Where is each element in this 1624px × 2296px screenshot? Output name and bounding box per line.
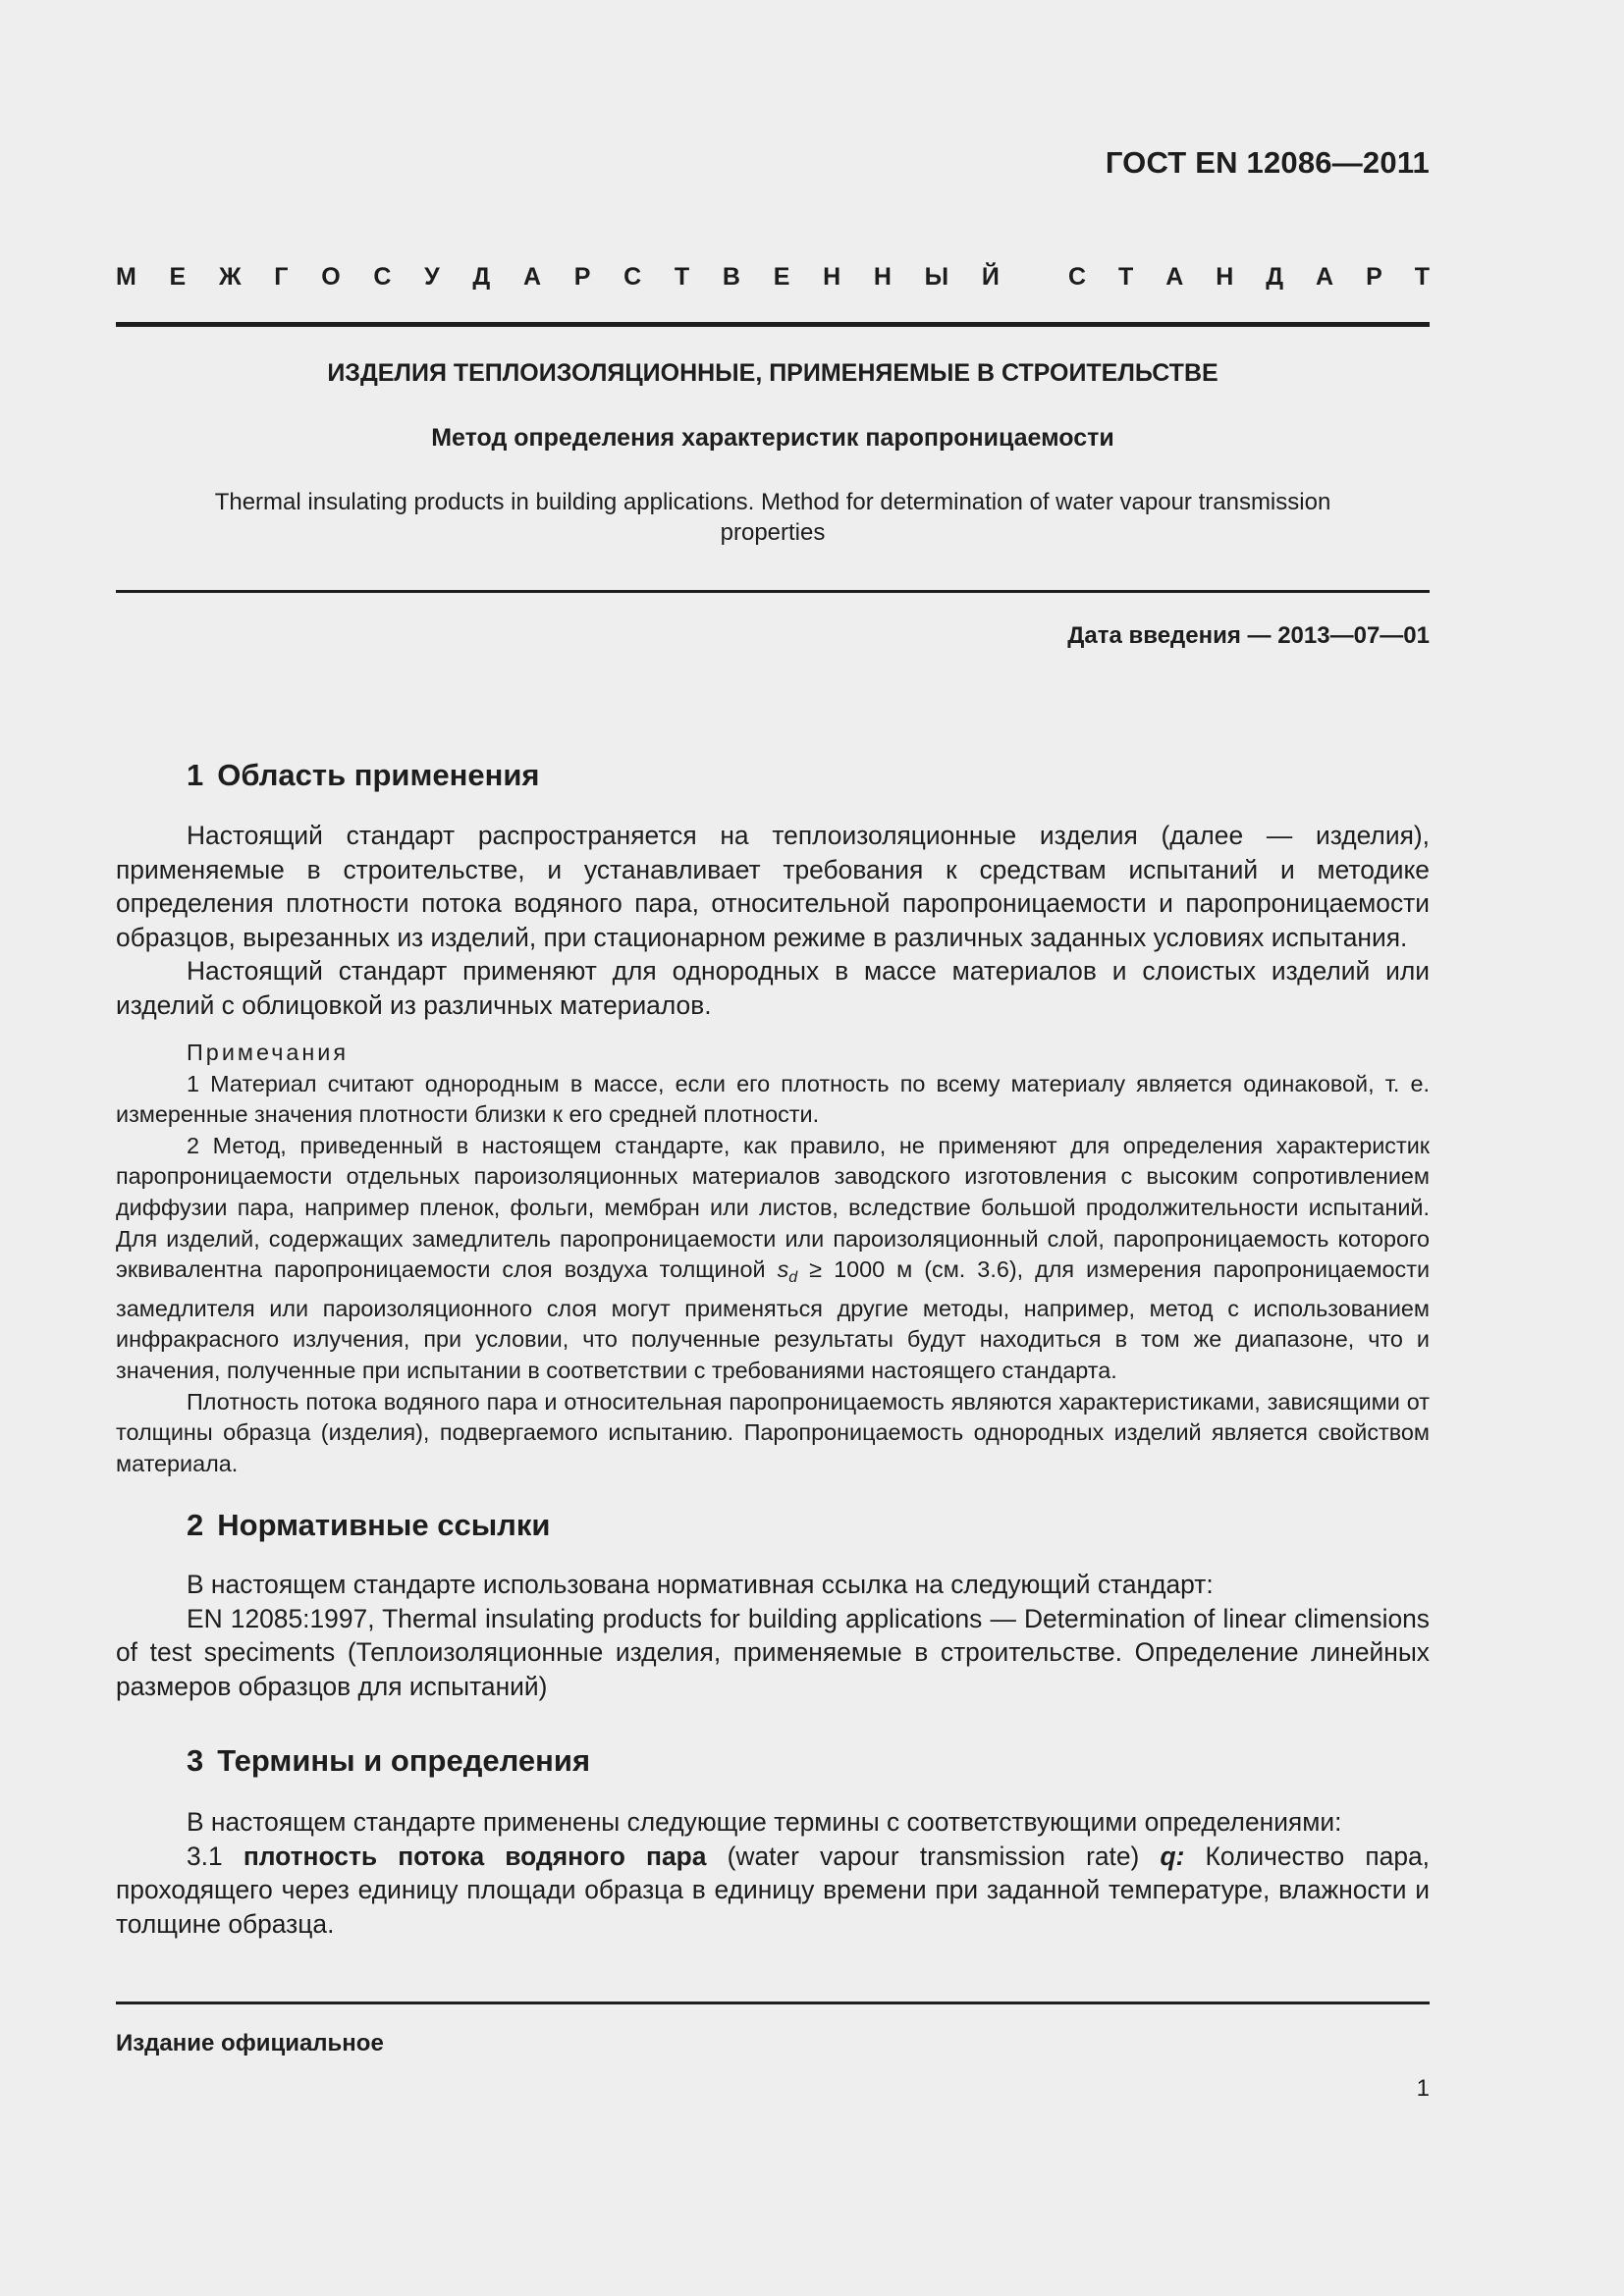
section-heading-terms: 3 Термины и определения xyxy=(187,1743,591,1778)
section-body-scope xyxy=(116,819,1430,1022)
document-page xyxy=(116,0,1430,2296)
paragraph: EN 12085:1997, Thermal insulating products for building applications — Determination of linear climensions of test speciments (Теплоизоляционные изделия, применяемые в строительстве. Определение линейных размеров образцов для испытаний) xyxy=(116,1603,1430,1701)
notes-block xyxy=(116,1038,1430,1479)
notes-label: Примечания xyxy=(187,1040,350,1065)
paragraph: Настоящий стандарт распространяется на теплоизоляционные изделия (далее — изделия), применяемые в строительстве, и устанавливает требования к средствам испытаний и методике определения плотности потока водяного пара, относительной паропроницаемости и паропроницаемости образцов, вырезанных из изделий, при стационарном режиме в различных заданных условиях испытания. xyxy=(116,821,1430,952)
english-title: Thermal insulating products in building applications. Method for determination of water vapour transmission properties xyxy=(214,489,1331,546)
page-number: 1 xyxy=(1416,2075,1430,2102)
interstate-standard-label xyxy=(116,263,1430,292)
header-divider xyxy=(116,322,1430,327)
paragraph: В настоящем стандарте использована нормативная ссылка на следующий стандарт: xyxy=(187,1570,1214,1599)
section-heading-scope: 1 Область применения xyxy=(187,758,540,792)
introduction-date: Дата введения — 2013—07—01 xyxy=(1067,622,1430,649)
paragraph: В настоящем стандарте применены следующие термины с соответствующими определениями: xyxy=(187,1807,1342,1837)
interstate-word: М Е Ж Г О С У Д А Р С Т В Е Н Н Ы Й xyxy=(116,263,1000,291)
note-item: 2 Метод, приведенный в настоящем стандарте, как правило, не применяют для определения характеристик паропроницаемости отдельных пароизоляционных материалов заводского изготовления с высоким сопротивлением диффузии пара, например пленок, фольги, мембран или листов, вследствие большой продолжительности испытаний. Для изделий, содержащих замедлитель паропроницаемости или пароизоляционный слой, паропроницаемость которого эквивалентна паропроницаемости слоя воздуха толщиной $s_d \ge 1000$ м (см. 3.6), для измерения паропроницаемости замедлителя или пароизоляционного слоя могут применяться другие методы, например, метод с использованием инфракрасного излучения, при условии, что полученные результаты будут находиться в том же диапазоне, что и значения, полученные при испытании в соответствии с требованиями настоящего стандарта. xyxy=(116,1132,1431,1383)
section-body-terms xyxy=(116,1805,1430,1941)
document-subtitle: Метод определения характеристик паропроницаемости xyxy=(431,424,1114,452)
note-item: 1 Материал считают однородным в массе, если его плотность по всему материалу является одинаковой, т. е. измеренные значения плотности близки к его средней плотности. xyxy=(116,1070,1430,1128)
footer-divider xyxy=(116,2002,1430,2004)
document-title: ИЗДЕЛИЯ ТЕПЛОИЗОЛЯЦИОННЫЕ, ПРИМЕНЯЕМЫЕ В СТРОИТЕЛЬСТВЕ xyxy=(327,359,1218,387)
standard-word: С Т А Н Д А Р Т xyxy=(1068,263,1430,291)
paragraph: Настоящий стандарт применяют для однородных в массе материалов и слоистых изделий или изделий с облицовкой из различных материалов. xyxy=(116,956,1430,1020)
title-divider xyxy=(116,590,1430,593)
term-definition: 3.1 плотность потока водяного пара (water vapour transmission rate) q: Количество пара, проходящего через единицу площади образца в единицу времени при заданной температуре, влажности и толщине образца. xyxy=(116,1841,1431,1939)
document-code: ГОСТ EN 12086—2011 xyxy=(1105,145,1430,180)
section-body-normative-references xyxy=(116,1568,1430,1703)
official-edition-label: Издание официальное xyxy=(116,2030,384,2056)
note-item: Плотность потока водяного пара и относительная паропроницаемость являются характеристиками, зависящими от толщины образца (изделия), подвергаемого испытанию. Паропроницаемость однородных изделий является свойством материала. xyxy=(116,1388,1430,1476)
section-heading-normative-references: 2 Нормативные ссылки xyxy=(187,1508,551,1542)
